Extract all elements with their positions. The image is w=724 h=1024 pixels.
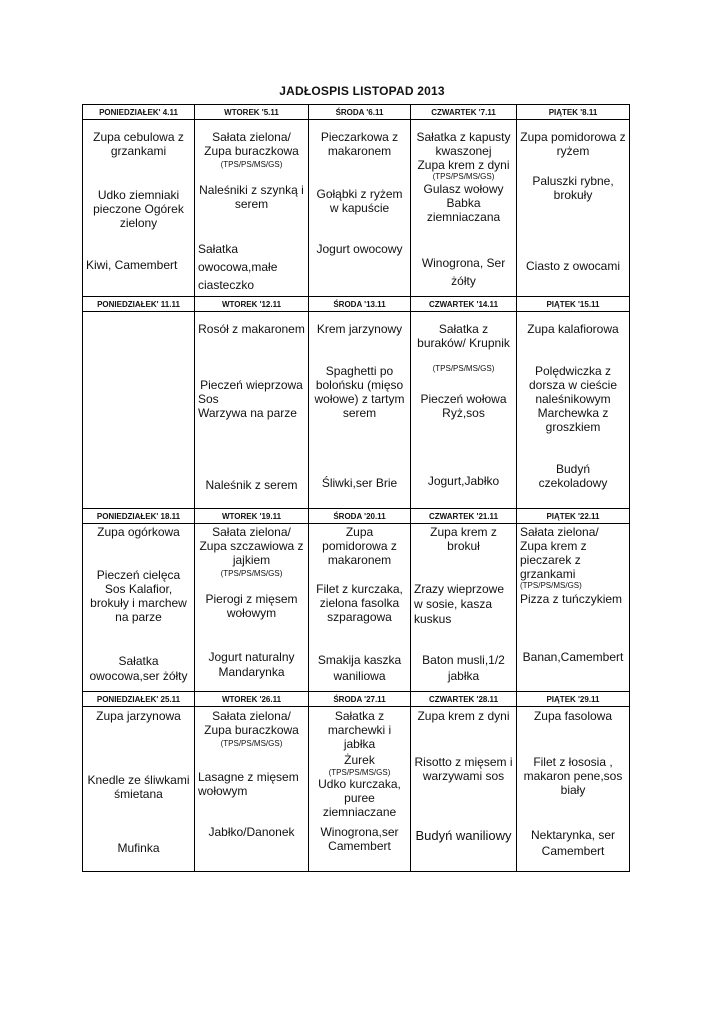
menu-item: Naleśniki z szynką i serem bbox=[199, 183, 304, 211]
day-header: PONIEDZIAŁEK' 11.11 bbox=[83, 297, 195, 311]
menu-item: Sałatka z marchewki i jabłka bbox=[327, 709, 392, 751]
week-body-row bbox=[83, 120, 629, 296]
day-cell-thursday bbox=[411, 524, 517, 691]
day-header: PIĄTEK '22.11 bbox=[546, 512, 600, 521]
menu-item: Kiwi, Camembert bbox=[86, 258, 178, 272]
menu-item: Jogurt owocowy bbox=[316, 242, 403, 256]
menu-item: Gulasz wołowy Babka ziemniaczana bbox=[423, 182, 504, 224]
day-cell-wednesday bbox=[309, 707, 411, 871]
menu-item: Krem jarzynowy bbox=[316, 322, 403, 336]
week-header-row bbox=[83, 105, 629, 120]
menu-item: Zupa krem z dyni bbox=[417, 709, 510, 723]
menu-item: Zupa krem z dyni bbox=[417, 158, 510, 172]
menu-item: Warzywa na parze bbox=[198, 406, 297, 420]
day-header: PONIEDZIAŁEK' 4.11 bbox=[83, 105, 195, 119]
week-3 bbox=[83, 509, 629, 691]
week-header-row bbox=[83, 692, 629, 707]
week-header-row bbox=[83, 297, 629, 312]
day-cell-monday bbox=[83, 524, 195, 691]
menu-item: Sałatka z buraków/ Krupnik bbox=[417, 322, 510, 350]
week-header-row bbox=[83, 509, 629, 524]
menu-item: Pieczeń wieprzowa bbox=[200, 378, 303, 392]
menu-item: Banan,Camembert bbox=[522, 650, 624, 664]
day-header: PONIEDZIAŁEK' 18.11 bbox=[83, 509, 195, 523]
day-cell-tuesday bbox=[195, 524, 309, 691]
menu-item: Zupa pomidorowa z ryżem bbox=[520, 130, 626, 158]
day-header: WTOREK '5.11 bbox=[195, 105, 309, 119]
menu-item: Śliwki,ser Brie bbox=[321, 476, 398, 490]
day-header: CZWARTEK '14.11 bbox=[411, 297, 517, 311]
day-header: PIĄTEK '8.11 bbox=[548, 108, 598, 117]
day-header: PIĄTEK '15.11 bbox=[546, 300, 600, 309]
menu-item: Sałata zielona/ Zupa buraczkowa bbox=[204, 130, 299, 158]
menu-item: Żurek bbox=[344, 753, 375, 767]
menu-item: Sałata zielona/ Zupa buraczkowa bbox=[204, 709, 299, 737]
menu-item: Pieczeń cielęca Sos Kalafior, brokuły i marchew na parze bbox=[90, 568, 187, 624]
day-cell-monday bbox=[83, 312, 195, 508]
day-header: PONIEDZIAŁEK' 25.11 bbox=[83, 692, 195, 706]
menu-item: Zupa pomidorowa z makaronem bbox=[322, 525, 397, 567]
day-header: WTOREK '12.11 bbox=[195, 297, 309, 311]
menu-item: Budyń waniliowy bbox=[415, 828, 512, 843]
week-body-row bbox=[83, 312, 629, 508]
diet-codes: (TPS/PS/MS/GS) bbox=[220, 739, 283, 748]
day-header: ŚRODA '27.11 bbox=[309, 692, 411, 706]
day-cell-tuesday bbox=[195, 312, 309, 508]
menu-item: Sos bbox=[198, 392, 219, 406]
diet-codes: (TPS/PS/MS/GS) bbox=[328, 768, 391, 777]
menu-item: Filet z łososia , makaron pene,sos biały bbox=[523, 755, 623, 797]
page-title: JADŁOSPIS LISTOPAD 2013 bbox=[279, 84, 445, 98]
day-cell-friday bbox=[517, 524, 629, 691]
day-header: CZWARTEK '28.11 bbox=[411, 692, 517, 706]
menu-table bbox=[82, 104, 630, 872]
day-header: ŚRODA '13.11 bbox=[309, 297, 411, 311]
menu-item: Naleśnik z serem bbox=[205, 478, 298, 492]
day-header: ŚRODA '6.11 bbox=[309, 105, 411, 119]
menu-item: Baton musli,1/2 jabłka bbox=[422, 653, 505, 683]
menu-item: Sałatka z kapusty kwaszonej bbox=[416, 130, 511, 158]
menu-item: Pieczarkowa z makaronem bbox=[320, 130, 399, 158]
menu-item: Winogrona, Ser żółty bbox=[421, 256, 506, 288]
menu-item: Pieczeń wołowa Ryż,sos bbox=[420, 392, 507, 420]
menu-item: Filet z kurczaka, zielona fasolka szparagowa bbox=[316, 582, 403, 624]
menu-item: Sałatka owocowa,ser żółty bbox=[89, 654, 188, 683]
day-cell-monday bbox=[83, 707, 195, 871]
day-cell-thursday bbox=[411, 120, 517, 296]
day-cell-friday bbox=[517, 120, 629, 296]
menu-item: Jabłko/Danonek bbox=[208, 825, 295, 839]
menu-item: Sałatka owocowa,małe ciasteczko bbox=[198, 242, 278, 292]
menu-item: Zrazy wieprzowe w sosie, kasza kuskus bbox=[414, 582, 505, 626]
menu-item: Nektarynka, ser Camembert bbox=[530, 828, 616, 858]
menu-item: Zupa krem z brokuł bbox=[430, 525, 497, 553]
menu-item: Polędwiczka z dorsza w cieście naleśnikowym Marchewka z groszkiem bbox=[528, 364, 618, 434]
day-cell-tuesday bbox=[195, 707, 309, 871]
menu-item: Zupa kalafiorowa bbox=[527, 322, 619, 336]
day-cell-tuesday bbox=[195, 120, 309, 296]
menu-item: Udko ziemniaki pieczone Ogórek zielony bbox=[93, 188, 184, 230]
diet-codes: (TPS/PS/MS/GS) bbox=[432, 364, 495, 373]
week-4 bbox=[83, 692, 629, 871]
menu-item: Udko kurczaka, puree ziemniaczane bbox=[318, 777, 401, 819]
menu-item: Paluszki rybne, brokuły bbox=[532, 174, 614, 202]
menu-item: Smakija kaszka waniliowa bbox=[317, 653, 402, 683]
diet-codes: (TPS/PS/MS/GS) bbox=[220, 160, 283, 169]
day-cell-wednesday bbox=[309, 120, 411, 296]
menu-item: Jogurt,Jabłko bbox=[427, 474, 500, 488]
menu-item: Sałata zielona/ Zupa szczawiowa z jajkiem bbox=[199, 525, 304, 567]
menu-item: Lasagne z mięsem wołowym bbox=[198, 770, 299, 798]
menu-item: Zupa jarzynowa bbox=[96, 709, 181, 723]
menu-item: Pierogi z mięsem wołowym bbox=[205, 592, 298, 620]
diet-codes: (TPS/PS/MS/GS) bbox=[432, 172, 495, 181]
menu-item: Rosół z makaronem bbox=[198, 322, 305, 336]
menu-item: Ciasto z owocami bbox=[525, 259, 621, 273]
day-header: WTOREK '26.11 bbox=[195, 692, 309, 706]
menu-item: Spaghetti po bolońsku (mięso wołowe) z tartym serem bbox=[314, 364, 405, 420]
day-cell-thursday bbox=[411, 312, 517, 508]
day-header: WTOREK '19.11 bbox=[195, 509, 309, 523]
menu-item: Zupa ogórkowa bbox=[97, 525, 180, 539]
day-cell-wednesday bbox=[309, 312, 411, 508]
menu-item: Winogrona,ser Camembert bbox=[320, 825, 399, 853]
menu-item: Pizza z tuńczykiem bbox=[520, 592, 623, 606]
day-header: CZWARTEK '7.11 bbox=[411, 105, 517, 119]
menu-item: Risotto z mięsem i warzywami sos bbox=[414, 755, 513, 783]
day-cell-monday bbox=[83, 120, 195, 296]
week-1 bbox=[83, 105, 629, 296]
week-body-row bbox=[83, 524, 629, 691]
menu-item: Gołąbki z ryżem w kapuście bbox=[316, 187, 403, 215]
day-header: PIĄTEK '29.11 bbox=[546, 695, 600, 704]
menu-item: Knedle ze śliwkami śmietana bbox=[87, 773, 190, 801]
day-cell-wednesday bbox=[309, 524, 411, 691]
menu-item: Sałata zielona/ Zupa krem z pieczarek z grzankami bbox=[520, 525, 599, 581]
menu-item: Jogurt naturalny Mandarynka bbox=[208, 650, 295, 679]
diet-codes: (TPS/PS/MS/GS) bbox=[520, 581, 582, 590]
week-2 bbox=[83, 297, 629, 508]
diet-codes: (TPS/PS/MS/GS) bbox=[220, 569, 283, 578]
menu-item: Zupa cebulowa z grzankami bbox=[93, 130, 184, 158]
menu-item: Budyń czekoladowy bbox=[538, 462, 608, 490]
day-cell-friday bbox=[517, 707, 629, 871]
menu-item: Mufinka bbox=[117, 841, 160, 855]
day-cell-thursday bbox=[411, 707, 517, 871]
day-cell-friday bbox=[517, 312, 629, 508]
day-header: CZWARTEK '21.11 bbox=[411, 509, 517, 523]
day-header: ŚRODA '20.11 bbox=[309, 509, 411, 523]
menu-item: Zupa fasolowa bbox=[533, 709, 613, 723]
week-body-row bbox=[83, 707, 629, 871]
